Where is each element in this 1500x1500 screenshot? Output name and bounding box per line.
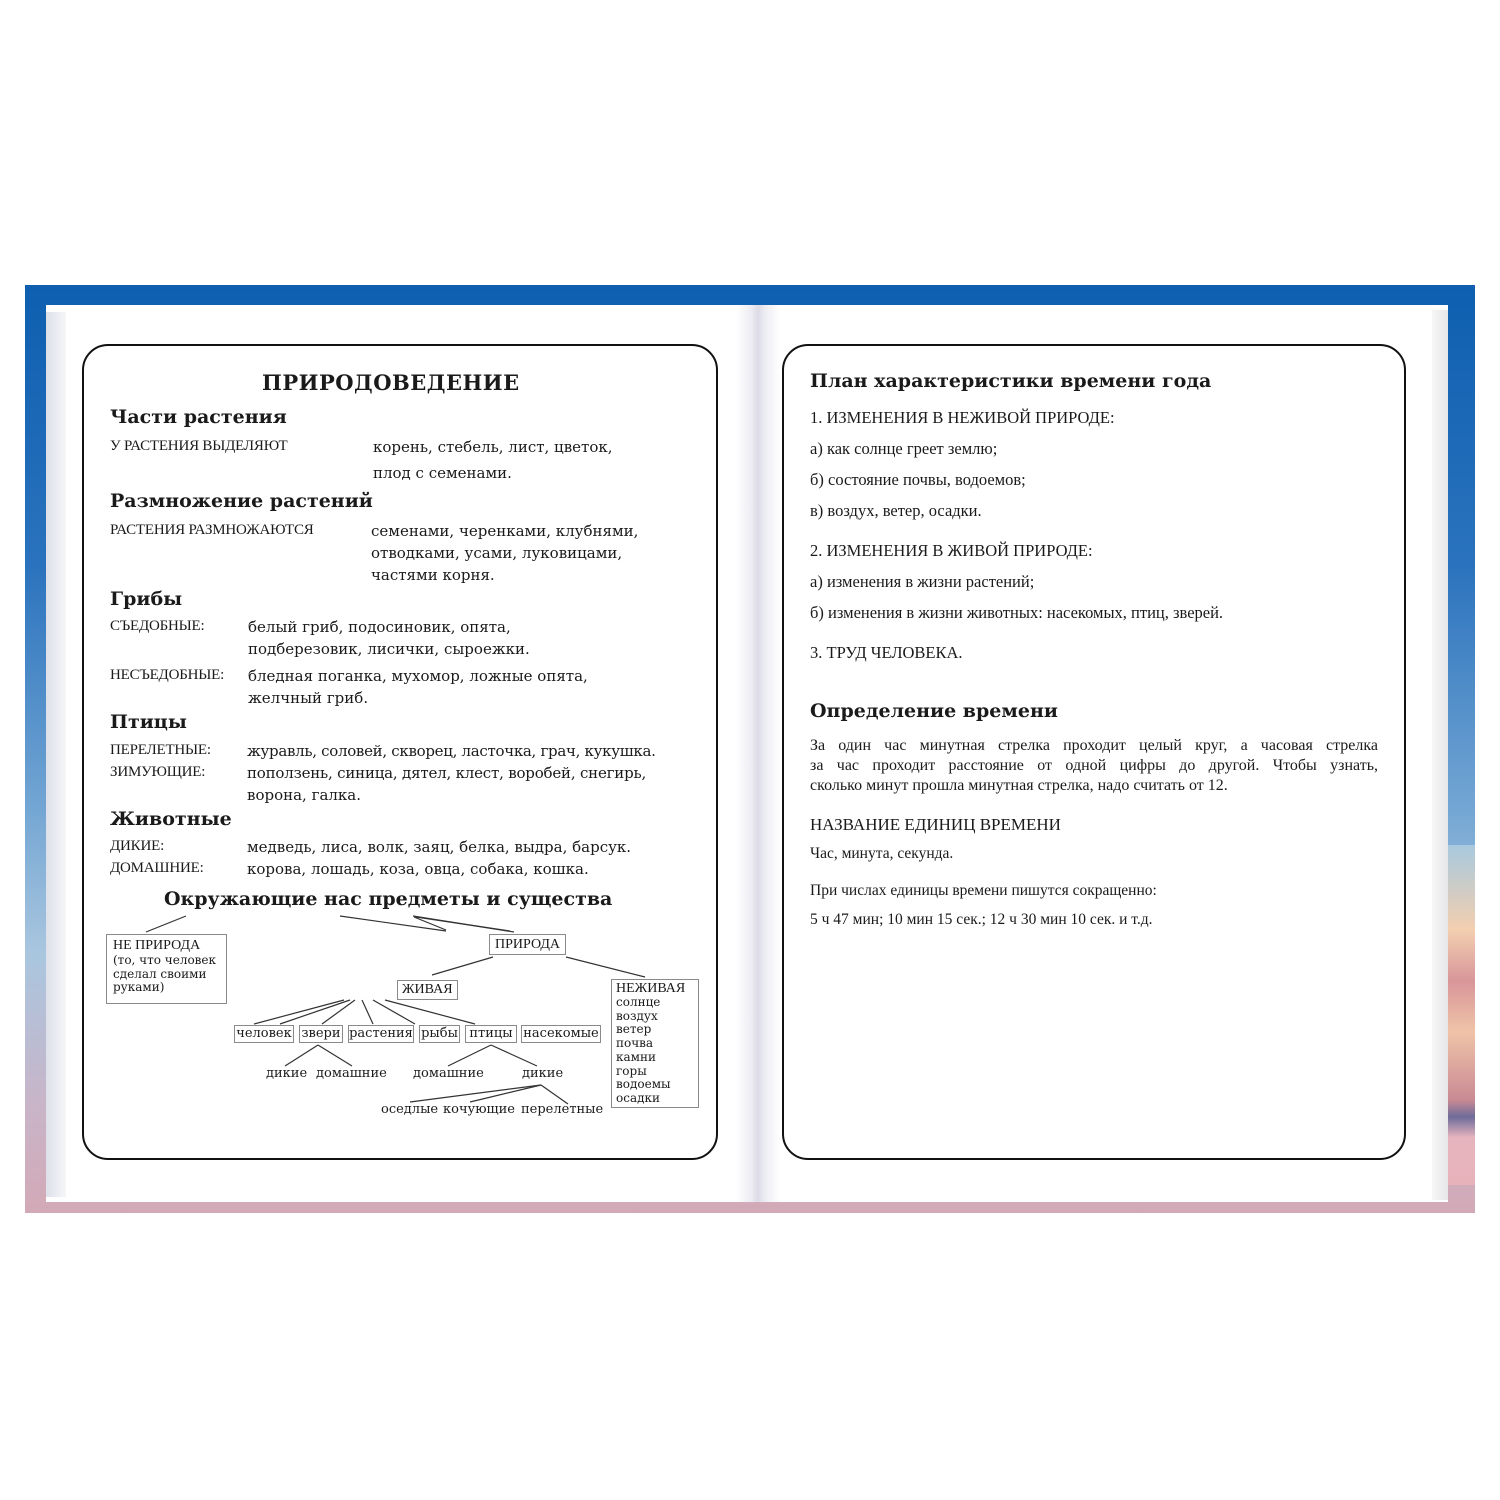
edible-label: СЪЕДОБНЫЕ: [110, 618, 205, 634]
living-child-box: рыбы [419, 1025, 460, 1043]
wild-birds-child-label: оседлые [381, 1102, 439, 1117]
wintering-line: ворона, галка. [247, 786, 362, 804]
nonliving-item: камни [616, 1049, 656, 1064]
reproduction-label: РАСТЕНИЯ РАЗМНОЖАЮТСЯ [110, 522, 314, 538]
living-child-box: птицы [465, 1025, 517, 1043]
plant-parts-line: корень, стебель, лист, цветок, [373, 438, 613, 456]
nonliving-item: осадки [616, 1090, 660, 1105]
time-paragraph-line: сколько минут прошла минутная стрелка, надо считать от 12. [810, 777, 1228, 794]
plan-item: 2. ИЗМЕНЕНИЯ В ЖИВОЙ ПРИРОДЕ: [810, 541, 1093, 560]
nonliving-item: водоемы [616, 1077, 671, 1092]
nonliving-title: НЕЖИВАЯ [616, 981, 686, 996]
living-child-box: человек [234, 1025, 294, 1043]
connector-line [470, 1085, 541, 1102]
time-units: Час, минута, секунда. [810, 845, 954, 862]
living-box: ЖИВАЯ [397, 980, 458, 1000]
connector-line [413, 916, 514, 932]
section-heading-mushrooms: Грибы [110, 588, 183, 610]
edible-line: белый гриб, подосиновик, опята, [248, 618, 511, 636]
wild-birds-child-label: перелетные [521, 1102, 604, 1117]
wild-animals-label: ДИКИЕ: [110, 838, 165, 854]
time-heading: Определение времени [810, 700, 1058, 722]
section-heading-birds: Птицы [110, 711, 187, 733]
domestic-animals-line: корова, лошадь, коза, овца, собака, кошка. [247, 860, 589, 878]
connector-line [566, 957, 645, 977]
connector-line [146, 916, 186, 932]
nonliving-item: горы [616, 1063, 647, 1078]
beasts-child-label: домашние [316, 1066, 387, 1081]
plan-heading: План характеристики времени года [810, 370, 1212, 392]
plan-item: б) состояние почвы, водоемов; [810, 470, 1026, 489]
reproduction-line: семенами, черенками, клубнями, [371, 522, 639, 540]
plan-item: а) как солнце греет землю; [810, 439, 998, 458]
birds-child-label: дикие [522, 1066, 564, 1081]
plan-item: б) изменения в жизни животных: насекомых, птиц, зверей. [810, 603, 1224, 622]
migratory-label: ПЕРЕЛЕТНЫЕ: [110, 742, 211, 758]
connector-line [432, 957, 493, 975]
reproduction-line: частями корня. [371, 566, 495, 584]
connector-line [285, 1045, 318, 1066]
connector-line [254, 1000, 344, 1024]
inedible-line: бледная поганка, мухомор, ложные опята, [248, 667, 588, 685]
connector-line [362, 1000, 373, 1024]
edible-line: подберезовик, лисички, сыроежки. [248, 640, 530, 658]
not-nature-line: сделал своими [113, 966, 207, 981]
wintering-label: ЗИМУЮЩИЕ: [110, 764, 206, 780]
domestic-animals-label: ДОМАШНИЕ: [110, 860, 204, 876]
connector-line [318, 1045, 352, 1066]
nonliving-item: ветер [616, 1022, 652, 1037]
time-abbrev-examples: 5 ч 47 мин; 10 мин 15 сек.; 12 ч 30 мин 10 сек. и т.д. [810, 911, 1153, 928]
time-paragraph-line: за час проходит расстояние от одной цифры до другой. Чтобы узнать, [810, 757, 1378, 774]
nonliving-item: воздух [616, 1008, 658, 1023]
connector-line [448, 1045, 491, 1066]
living-child-box: растения [349, 1026, 413, 1041]
nonliving-box [611, 979, 699, 1108]
wild-animals-line: медведь, лиса, волк, заяц, белка, выдра, барсук. [247, 838, 632, 856]
not-nature-box [106, 934, 227, 1004]
plan-item: а) изменения в жизни растений; [810, 572, 1035, 591]
wild-birds-child-label: кочующие [443, 1102, 515, 1117]
connector-line [410, 1085, 541, 1102]
reproduction-line: отводками, усами, луковицами, [371, 544, 623, 562]
living-child-box: насекомые [521, 1025, 601, 1043]
not-nature-line: (то, что человек [113, 953, 217, 967]
plant-parts-line: плод с семенами. [373, 464, 512, 482]
not-nature-title: НЕ ПРИРОДА [113, 938, 201, 953]
plan-item: 1. ИЗМЕНЕНИЯ В НЕЖИВОЙ ПРИРОДЕ: [810, 408, 1115, 427]
time-abbrev-intro: При числах единицы времени пишутся сокращенно: [810, 882, 1157, 899]
nonliving-item: почва [616, 1036, 654, 1051]
connector-line [373, 1000, 415, 1024]
living-child-box: звери [299, 1025, 343, 1043]
not-nature-line: руками) [113, 980, 165, 995]
section-heading-reproduction: Размножение растений [110, 490, 373, 512]
birds-child-label: домашние [413, 1066, 484, 1081]
beasts-child-label: дикие [266, 1066, 308, 1081]
migratory-line: журавль, соловей, скворец, ласточка, грач, кукушка. [247, 742, 656, 760]
diagram-heading: Окружающие нас предметы и существа [164, 888, 613, 910]
section-heading-plant-parts: Части растения [110, 406, 287, 428]
inedible-label: НЕСЪЕДОБНЫЕ: [110, 667, 225, 683]
nature-box: ПРИРОДА [489, 934, 566, 955]
wintering-line: поползень, синица, дятел, клест, воробей, снегирь, [247, 764, 647, 782]
connector-line [385, 1000, 475, 1024]
plant-parts-label: У РАСТЕНИЯ ВЫДЕЛЯЮТ [110, 438, 288, 454]
time-paragraph-line: За один час минутная стрелка проходит целый круг, а часовая стрелка [810, 737, 1378, 754]
inedible-line: желчный гриб. [248, 689, 369, 707]
nonliving-item: солнце [616, 995, 661, 1009]
page-title: ПРИРОДОВЕДЕНИЕ [262, 370, 520, 395]
section-heading-animals: Животные [110, 808, 232, 830]
time-units-heading: НАЗВАНИЕ ЕДИНИЦ ВРЕМЕНИ [810, 815, 1061, 834]
plan-item: 3. ТРУД ЧЕЛОВЕКА. [810, 643, 963, 662]
plan-item: в) воздух, ветер, осадки. [810, 501, 982, 520]
connector-line [491, 1045, 537, 1066]
